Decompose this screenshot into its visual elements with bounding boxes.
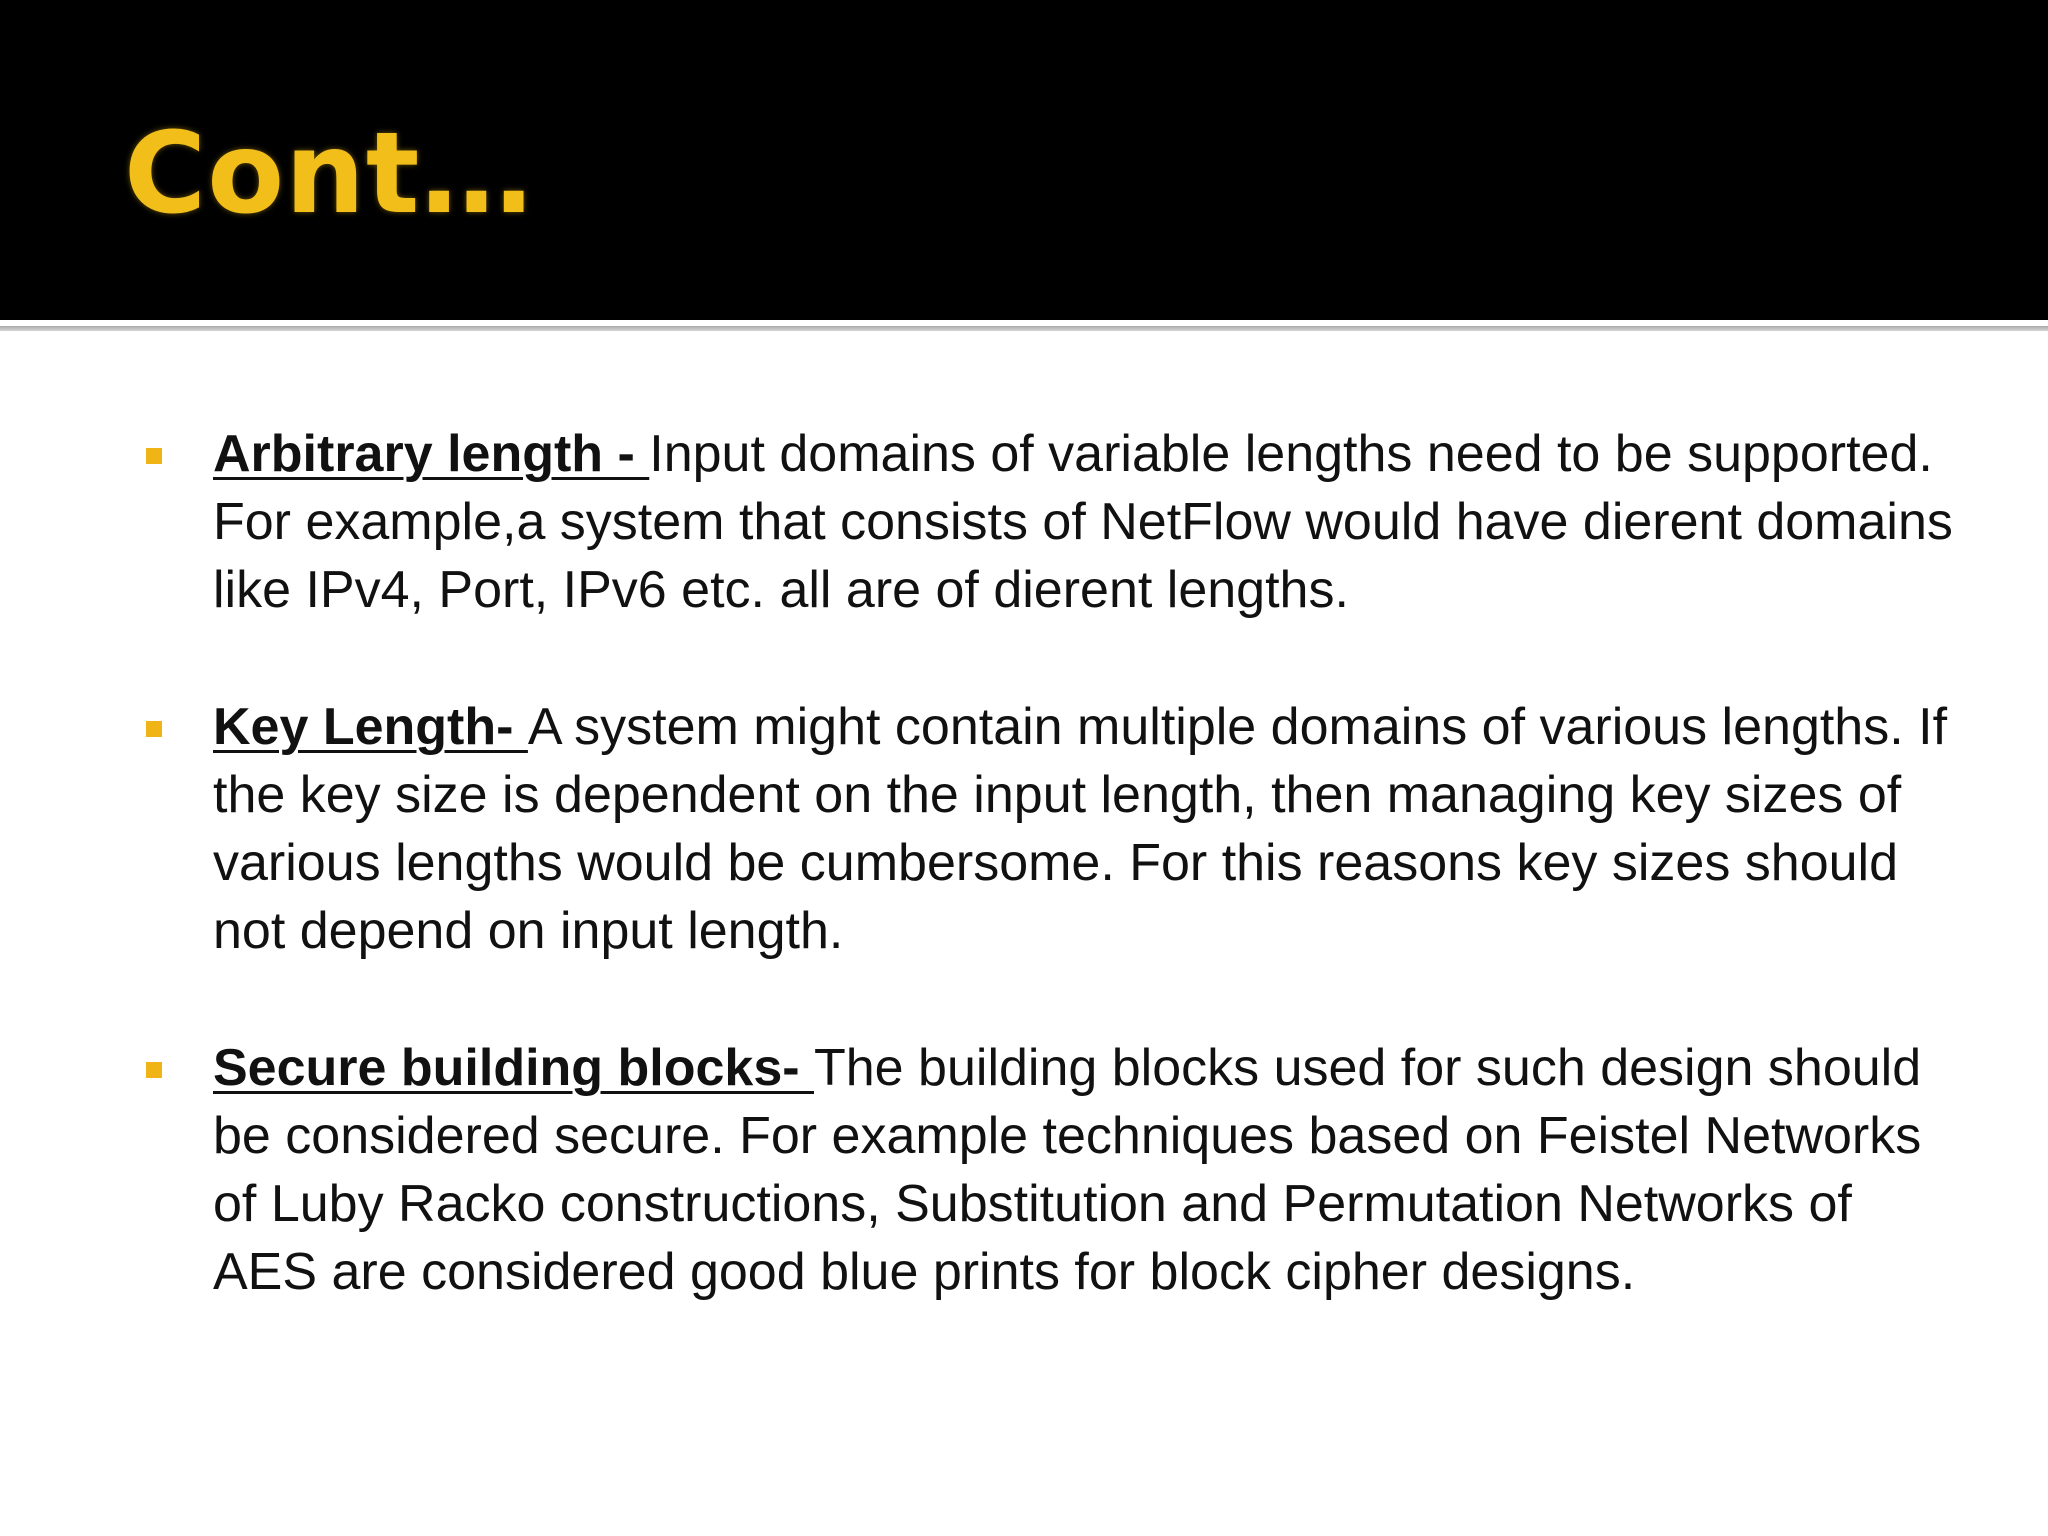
square-bullet-icon	[146, 721, 162, 737]
square-bullet-icon	[146, 1062, 162, 1078]
bullet-term: Arbitrary length -	[213, 425, 650, 483]
bullet-body: The building blocks used for such design should be considered secure. For example techniques based on Feistel Networks of Luby Racko constructions, Substitution and Permutation Networks of AES are considered good blue prints for block cipher designs.	[213, 1039, 1922, 1301]
bullet-term: Key Length-	[213, 698, 528, 756]
slide-title: Cont…	[124, 109, 534, 239]
bullet-body: Input domains of variable lengths need to be supported. For example,a system that consists of NetFlow would have dierent domains like IPv4, Port, IPv6 etc. all are of dierent lengths.	[213, 425, 1953, 619]
bullet-text	[213, 420, 1953, 624]
bullet-body: A system might contain multiple domains of various lengths. If the key size is dependent on the input length, then managing key sizes of various lengths would be cumbersome. For this reasons key sizes should not depend on input length.	[213, 698, 1948, 960]
bullet-term: Secure building blocks-	[213, 1039, 814, 1097]
bullet-text	[213, 1034, 1953, 1306]
square-bullet-icon	[146, 448, 162, 464]
bullet-text	[213, 693, 1953, 965]
